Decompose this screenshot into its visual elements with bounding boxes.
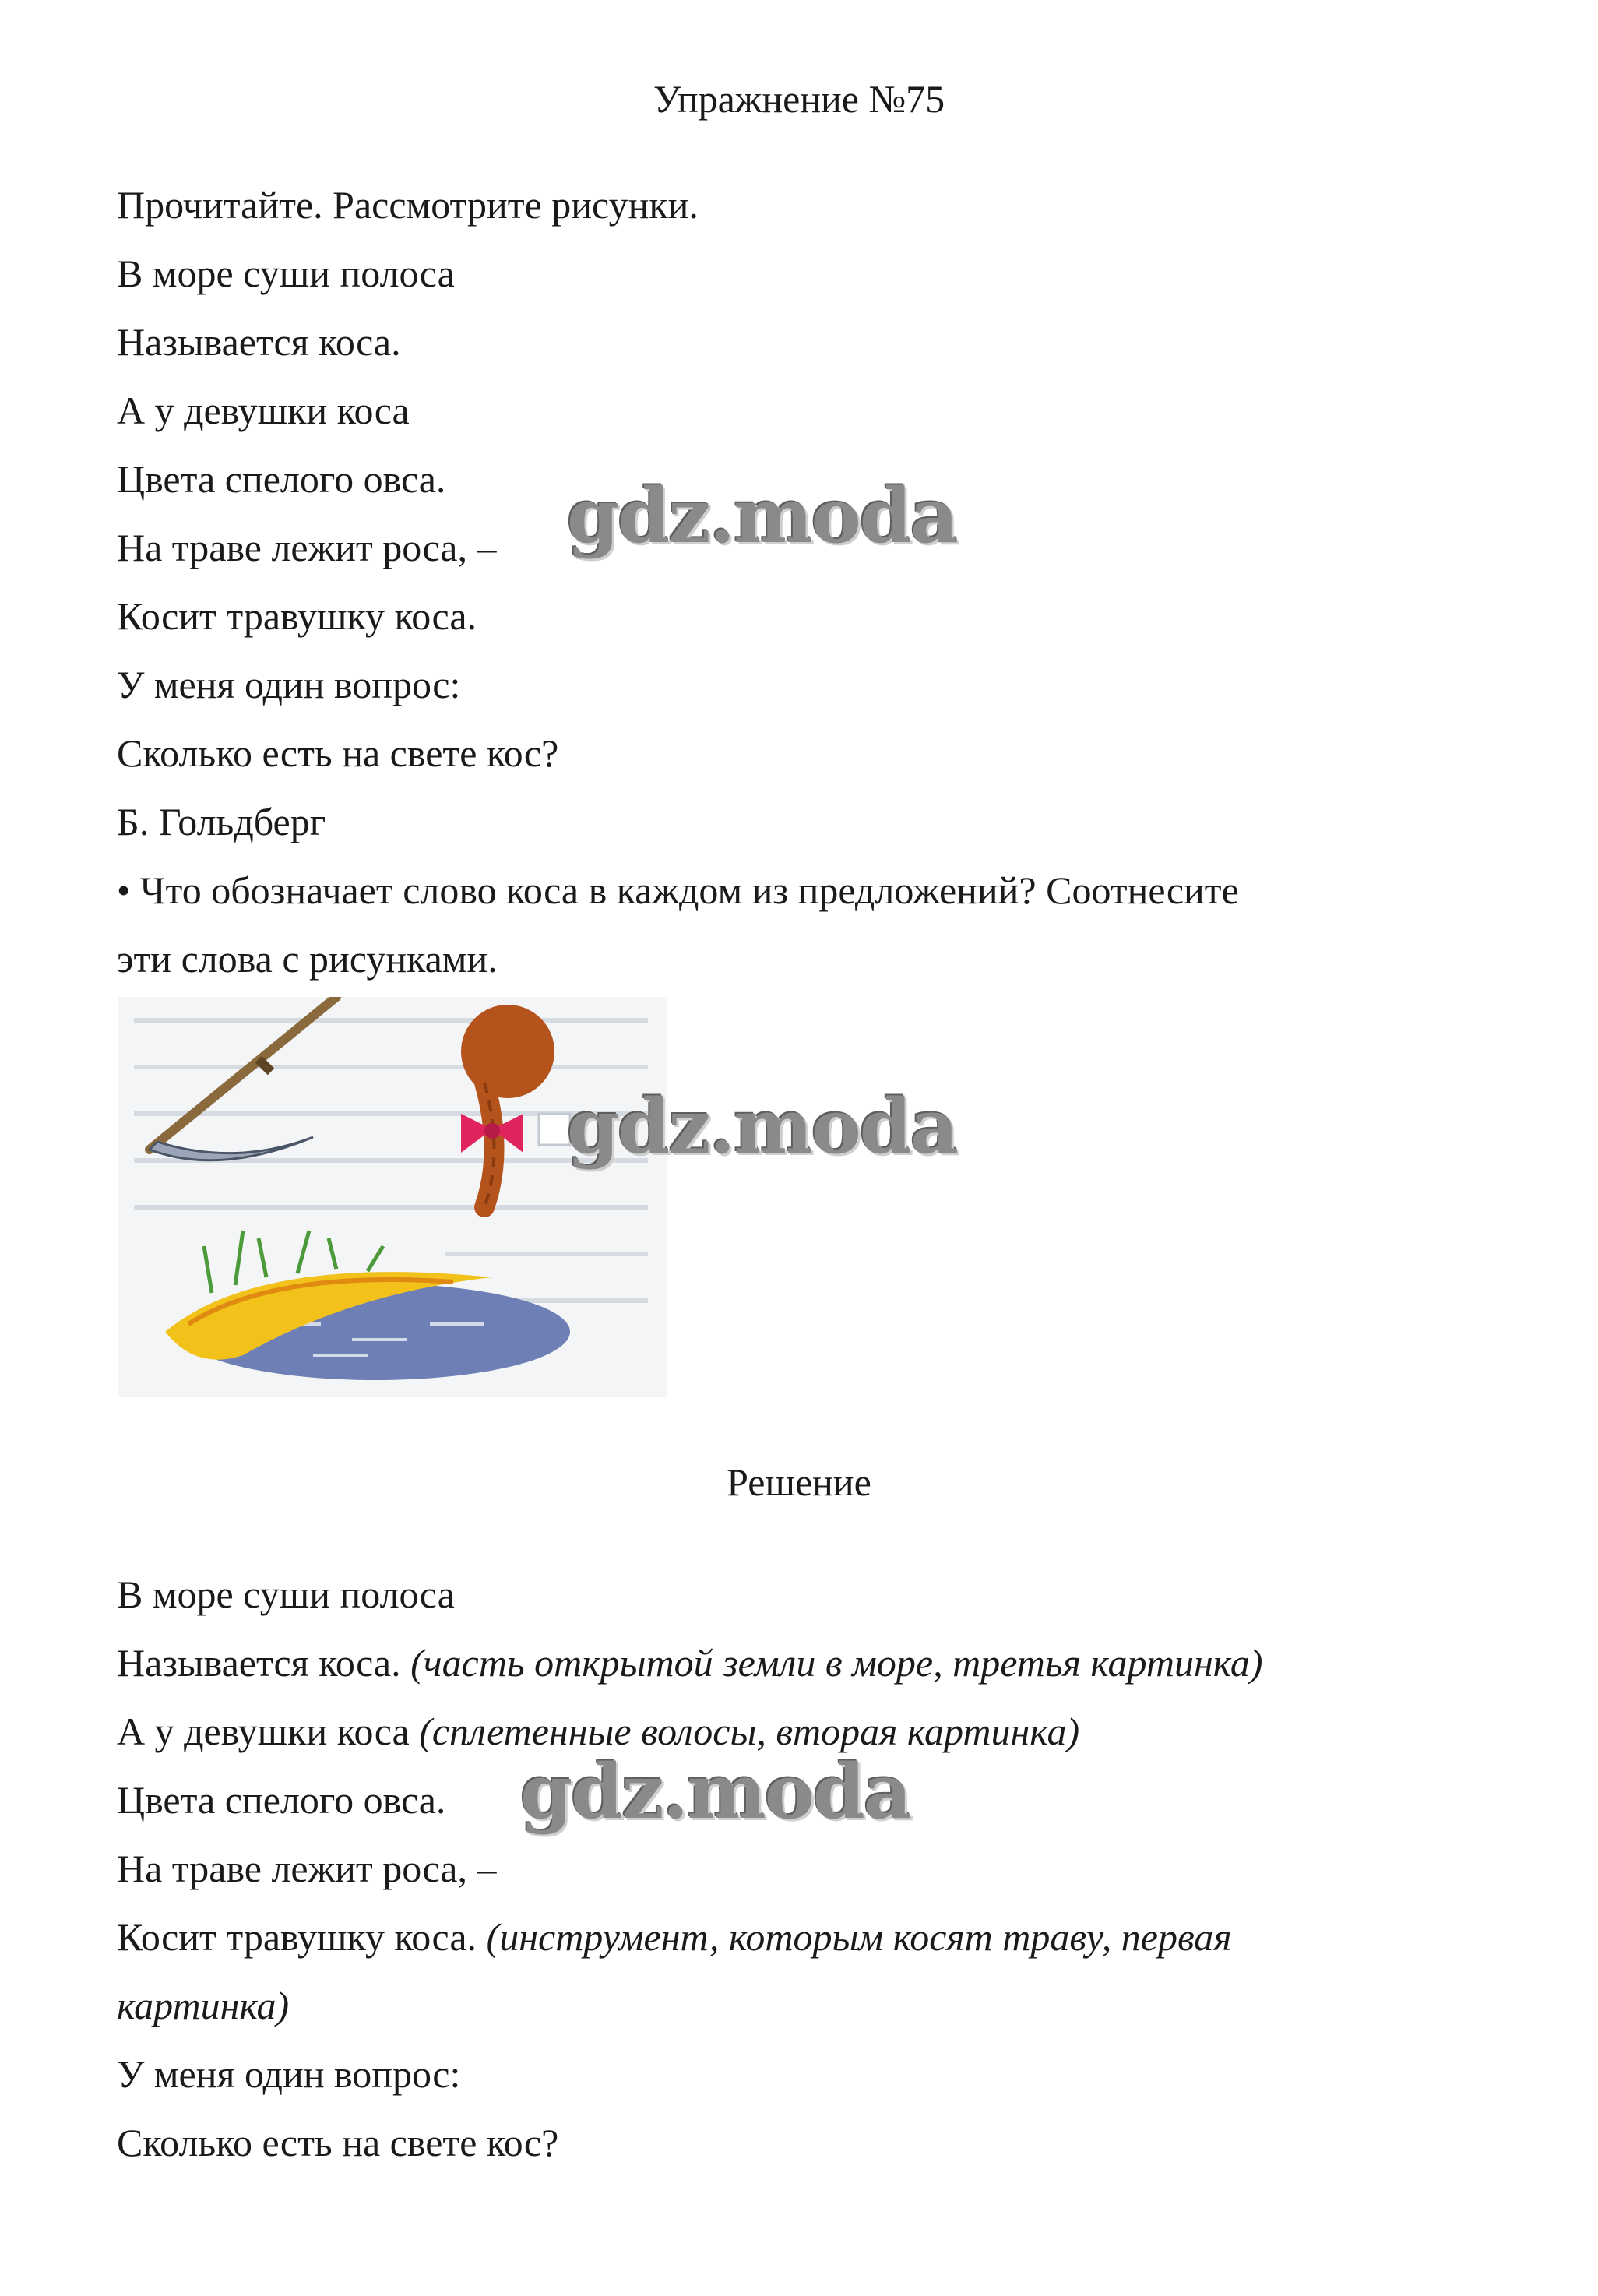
page-title: Упражнение №75 [653,77,945,121]
watermark-logo: gdz.moda [520,1748,911,1836]
watermark-logo: gdz.moda [567,1083,958,1171]
solution-text: Называется коса. [117,1641,401,1685]
solution-text: А у девушки коса [117,1710,410,1753]
solution-line [117,1636,1263,1690]
poem-line: А у девушки коса [117,389,410,432]
poem-line: Косит травушку коса. [117,594,477,638]
solution-note: картинка) [117,1984,290,2027]
solution-line: Сколько есть на свете кос? [117,2121,559,2164]
poem-line: Называется коса. [117,320,401,364]
solution-line: В море суши полоса [117,1572,455,1616]
illustration [118,997,667,1397]
solution-line: Цвета спелого овса. [117,1778,446,1822]
task-instruction: Прочитайте. Рассмотрите рисунки. [117,183,699,227]
solution-note: (сплетенные волосы, вторая картинка) [419,1710,1080,1753]
task-question: • Что обозначает слово коса в каждом из предложений? Соотнесите [117,868,1239,912]
solution-note: (инструмент, которым косят траву, первая [486,1915,1232,1959]
solution-line: На траве лежит роса, – [117,1847,497,1890]
solution-line [117,1910,1232,1964]
solution-note: (часть открытой земли в море, третья картинка) [410,1641,1263,1685]
watermark-logo: gdz.moda [567,472,958,560]
poem-line: У меня один вопрос: [117,663,461,706]
poem-author: Б. Гольдберг [117,800,326,843]
solution-line: У меня один вопрос: [117,2052,461,2096]
solution-title: Решение [727,1460,871,1504]
poem-line: Сколько есть на свете кос? [117,731,559,775]
poem-line: В море суши полоса [117,252,455,295]
illustration-drawing [118,997,667,1397]
solution-text: Косит травушку коса. [117,1915,477,1959]
task-question: эти слова с рисунками. [117,937,498,981]
poem-line: Цвета спелого овса. [117,457,446,501]
poem-line: На траве лежит роса, – [117,526,497,569]
